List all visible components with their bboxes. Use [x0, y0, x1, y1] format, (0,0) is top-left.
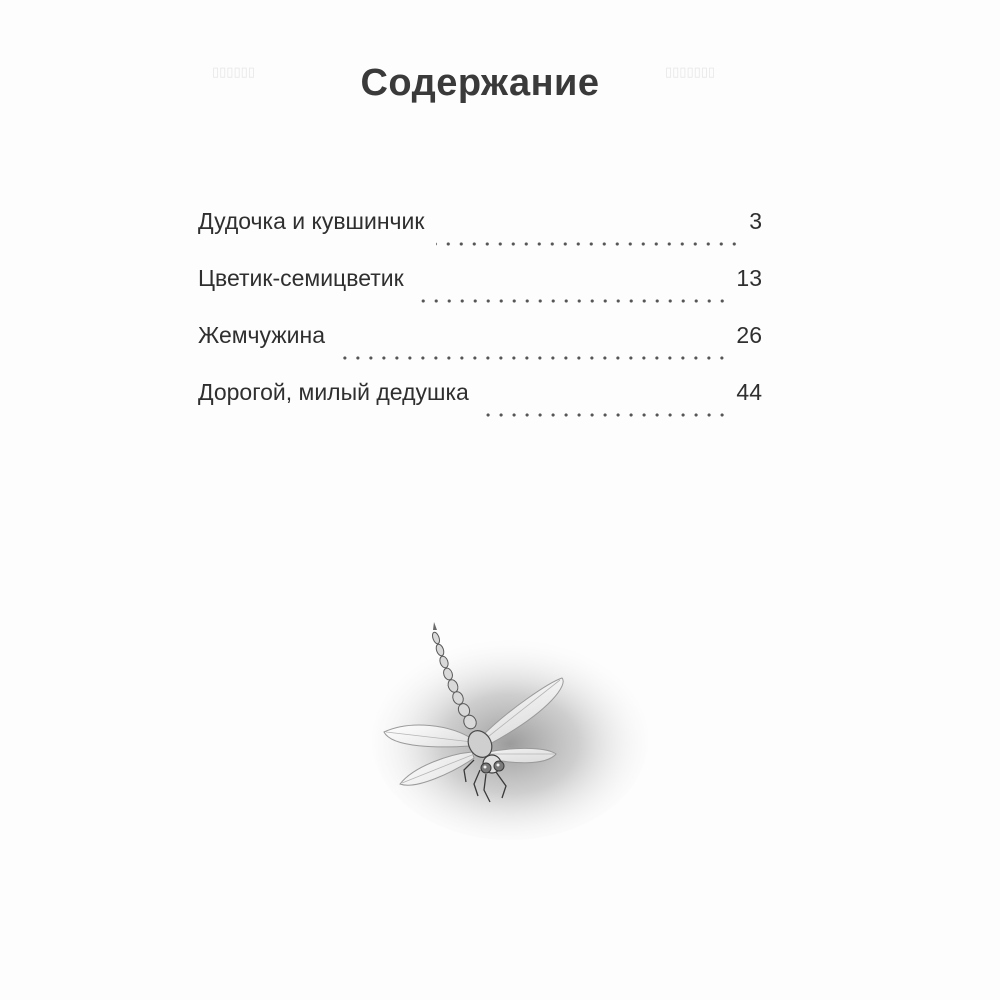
toc-entry-title: Дудочка и кувшинчик — [198, 208, 425, 234]
dragonfly-icon — [370, 620, 650, 860]
table-of-contents — [198, 208, 762, 436]
toc-entry[interactable] — [198, 379, 762, 436]
toc-entry[interactable] — [198, 208, 762, 265]
dot-leader — [481, 413, 729, 417]
toc-entry-page-number: 13 — [736, 265, 762, 291]
toc-entry[interactable] — [198, 322, 762, 379]
dot-leader — [337, 356, 728, 360]
toc-entry-page-number: 44 — [736, 379, 762, 405]
toc-entry-title: Цветик-семицветик — [198, 265, 404, 291]
show-through-mark: ▯▯▯▯▯▯ — [212, 64, 255, 79]
toc-entry-title: Жемчужина — [198, 322, 326, 348]
toc-entry-page-number: 26 — [736, 322, 762, 348]
dot-leader — [416, 299, 729, 303]
toc-entry[interactable] — [198, 265, 762, 322]
page-title: Содержание — [360, 62, 600, 104]
dot-leader — [436, 242, 741, 246]
toc-entry-title: Дорогой, милый дедушка — [198, 379, 469, 405]
show-through-mark: ▯▯▯▯▯▯▯ — [665, 64, 716, 79]
toc-entry-page-number: 3 — [749, 208, 762, 234]
